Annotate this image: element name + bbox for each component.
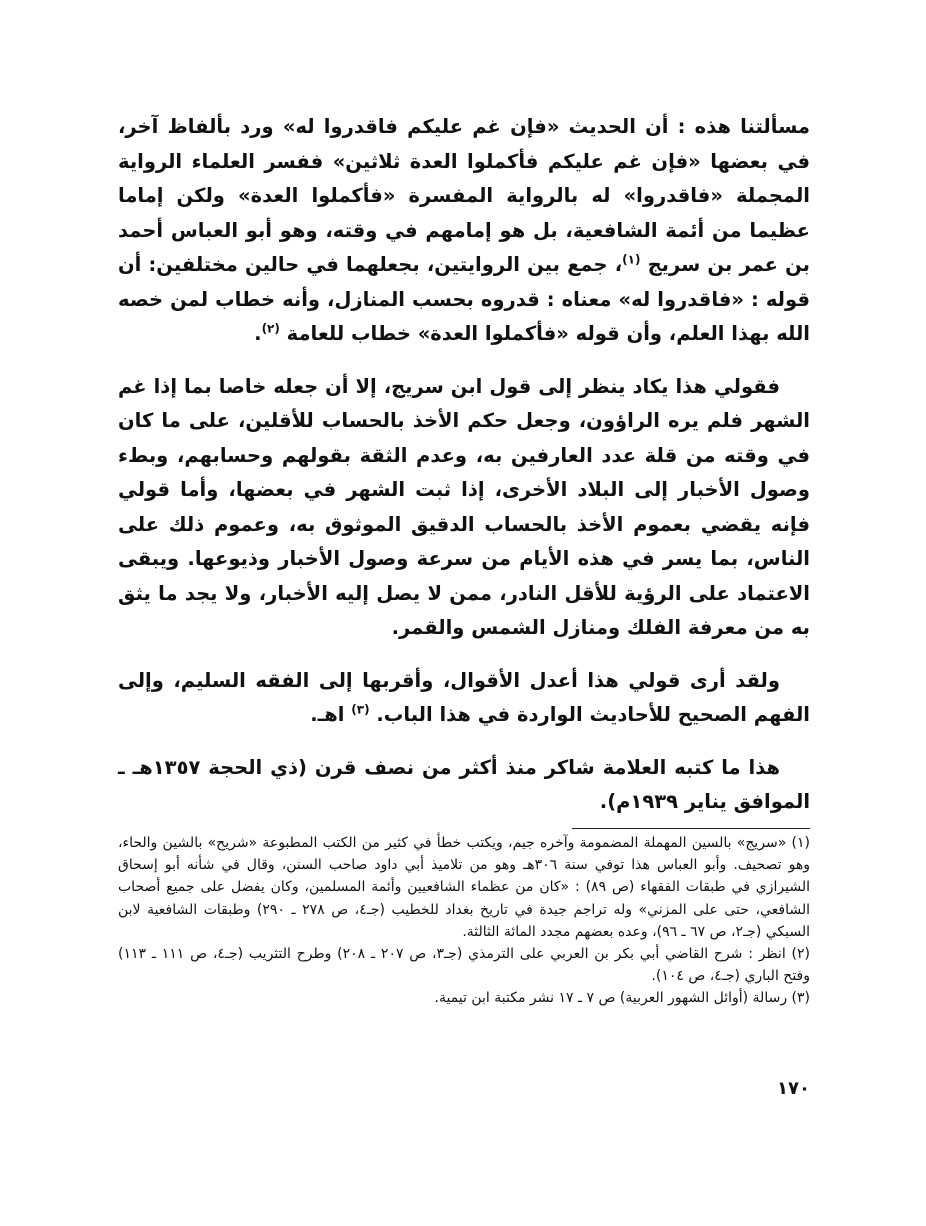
text-run: فقولي هذا يكاد ينظر إلى قول ابن سريج، إلا أن جعله خاصا بما إذا غم الشهر فلم يره الراؤون، وجعل حكم الأخذ بالحساب للأقلين، على ما كان في وقته من قلة عدد العارفين به، وعدم الثقة بقولهم وحسابهم، وبطء وصول الأخبار إلى البلاد الأخرى، إذا ثبت الشهر في بعضها، وأما قولي فإنه يقضي بعموم الأخذ بالحساب الدقيق الموثوق به، وعموم ذلك على الناس، بما يسر في هذه الأيام من سرعة وصول الأخبار وذيوعها. ويبقى الاعتماد على الرؤية للأقل النادر، ممن لا يصل إليه الأخبار، ولا يجد ما يثق به من معرفة الفلك ومنازل الشمس والقمر.	[118, 374, 810, 639]
footnote-ref: (٣)	[351, 702, 370, 717]
footnote: (٢) انظر : شرح القاضي أبي بكر بن العربي على الترمذي (جـ٣، ص ٢٠٧ ـ ٢٠٨) وطرح التثريب (جـ٤، ص ١١١ ـ ١١٣) وفتح الباري (جـ٤، ص ١٠٤).	[118, 946, 810, 985]
paragraph	[118, 664, 810, 733]
text-run: مسألتنا هذه : أن الحديث «فإن غم عليكم فاقدروا له» ورد بألفاظ آخر، في بعضها «فإن غم عليكم فأكملوا العدة ثلاثين» ففسر العلماء الرواية المجملة «فاقدروا» له بالرواية المفسرة «فأكملوا العدة» ولكن إماما عظيما من أئمة الشافعية، بل هو إمامهم في وقته، وهو أبو العباس أحمد بن عمر بن سريج	[118, 115, 810, 276]
footnote: (١) «سريج» بالسين المهملة المضمومة وآخره جيم، ويكتب خطأ في كثير من الكتب المطبوعة «شريح» بالشين والحاء، وهو تصحيف. وأبو العباس هذا توفي سنة ٣٠٦هـ وهو من تلاميذ أبي داود صاحب السنن، وقال في شأنه أبو إسحاق الشيرازي في طبقات الفقهاء (ص ٨٩) : «كان من عظماء الشافعيين وأئمة المسلمين، وكان يفضل على جميع أصحاب الشافعي، حتى على المزني» وله تراجم جيدة في تاريخ بغداد للخطيب (جـ٤، ص ٢٧٨ ـ ٢٩٠) وطبقات الشافعية لابن السبكي (جـ٢، ص ٦٧ ـ ٩٦)، وعده بعضهم مجدد المائة الثالثة.	[118, 835, 811, 940]
text-run: ولقد أرى قولي هذا أعدل الأقوال، وأقربها إلى الفقه السليم، وإلى الفهم الصحيح للأحاديث الواردة في هذا الباب.	[118, 668, 810, 726]
text-run: .	[254, 322, 262, 345]
footnotes	[118, 832, 810, 1010]
page-number: ١٧٠	[777, 1078, 810, 1099]
footnote-ref: (١)	[622, 252, 641, 267]
paragraph	[118, 751, 810, 820]
main-text	[118, 110, 810, 838]
paragraph	[118, 110, 810, 352]
text-run: اهـ.	[310, 703, 352, 726]
text-run: ، جمع بين الروايتين، بجعلهما في حالين مختلفين: أن قوله : «فاقدروا له» معناه : قدروه بحسب المنازل، وأنه خطاب لمن خصه الله بهذا العلم، وأن قوله «فأكملوا العدة» خطاب للعامة	[118, 253, 810, 345]
footnote-ref: (٢)	[261, 321, 280, 336]
footnote-divider	[572, 828, 810, 829]
text-run: هذا ما كتبه العلامة شاكر منذ أكثر من نصف قرن (ذي الحجة ١٣٥٧هـ ـ الموافق يناير ١٩٣٩م).	[118, 755, 810, 813]
footnote: (٣) رسالة (أوائل الشهور العربية) ص ٧ ـ ١٧ نشر مكتبة ابن تيمية.	[434, 990, 810, 1007]
paragraph	[118, 370, 810, 646]
